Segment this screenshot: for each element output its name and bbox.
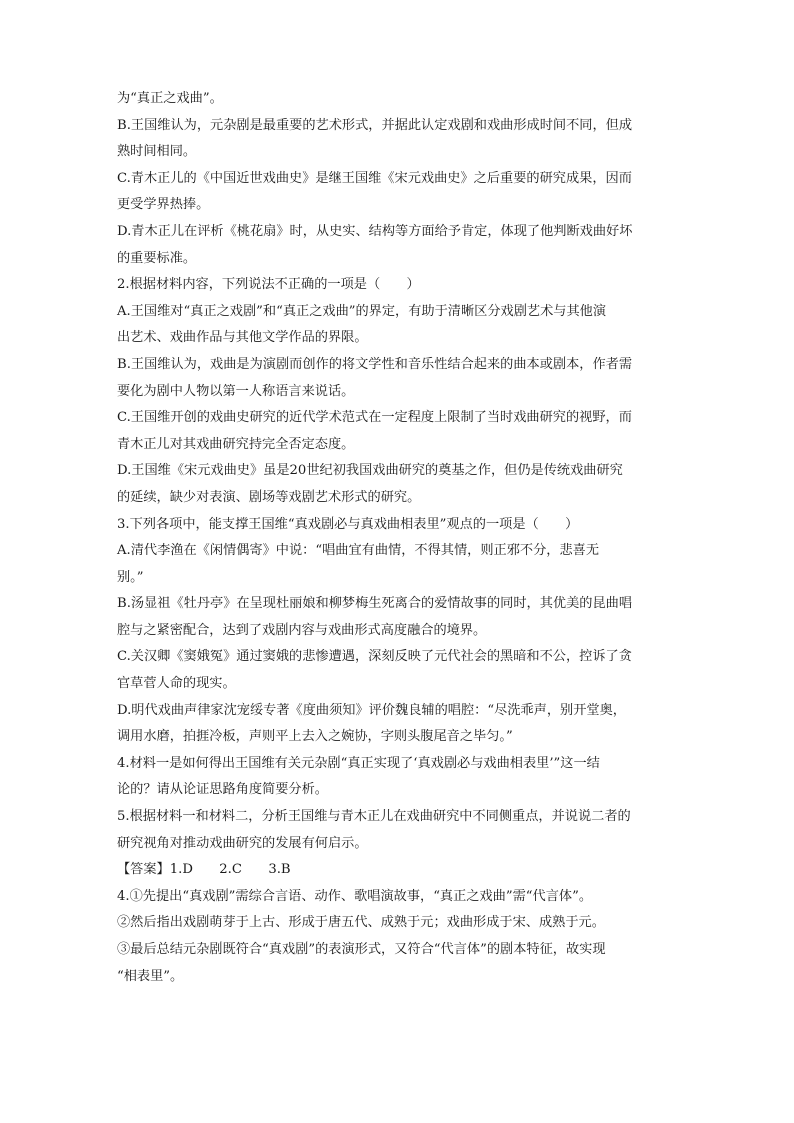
option-a-line: A.清代李渔在《闲情偶寄》中说：“唱曲宜有曲情，不得其情，则正邪不分，悲喜无	[117, 543, 600, 559]
text-line: 出艺术、戏曲作品与其他文学作品的界限。	[117, 330, 368, 346]
text-line: 为“真正之戏曲”。	[117, 91, 223, 106]
document-page	[117, 86, 682, 990]
answer-4-step-3: ③最后总结元杂剧既符合“真戏剧”的表演形式，又符合“代言体”的剧本特征，故实现	[117, 942, 606, 957]
text-line: 腔与之紧密配合，达到了戏剧内容与戏曲形式高度融合的境界。	[117, 622, 487, 638]
text-line: 的重要标准。	[117, 250, 197, 266]
option-c-line: C.王国维开创的戏曲史研究的近代学术范式在一定程度上限制了当时戏曲研究的视野，而	[117, 410, 632, 426]
text-line: 青木正儿对其戏曲研究持完全否定态度。	[117, 436, 355, 452]
option-b-line: B.王国维认为，元杂剧是最重要的艺术形式，并据此认定戏剧和戏曲形成时间不同，但成	[117, 117, 633, 133]
question-3-stem: 3.下列各项中，能支撑王国维“真戏剧必与真戏曲相表里”观点的一项是（ ）	[117, 516, 579, 532]
text-line: 熟时间相同。	[117, 144, 197, 160]
answer-4-step-2: ②然后指出戏剧萌芽于上古、形成于唐五代、成熟于元；戏曲形成于宋、成熟于元。	[117, 915, 605, 931]
text-line: 研究视角对推动戏曲研究的发展有何启示。	[117, 835, 368, 851]
text-line: 更受学界热捧。	[117, 197, 210, 213]
option-d-line: D.王国维《宋元戏曲史》虽是20世纪初我国戏曲研究的奠基之作，但仍是传统戏曲研究	[117, 463, 623, 479]
text-line: “相表里”。	[117, 968, 184, 984]
text-line: 官草菅人命的现实。	[117, 676, 236, 692]
text-line: 的延续，缺少对表演、剧场等戏剧艺术形式的研究。	[117, 489, 421, 505]
question-4-stem: 4.材料一是如何得出王国维有关元杂剧“真正实现了‘真戏剧必与戏曲相表里’”这一结	[117, 755, 600, 771]
text-line: 要化为剧中人物以第一人称语言来说话。	[117, 383, 355, 399]
option-d-line: D.青木正儿在评析《桃花扇》时，从史实、结构等方面给予肯定，体现了他判断戏曲好坏	[117, 223, 633, 239]
answer-4-step-1: 4.①先提出“真戏剧”需综合言语、动作、歌唱演故事，“真正之戏曲”需“代言体”。	[117, 888, 593, 904]
question-2-stem: 2.根据材料内容，下列说法不正确的一项是（ ）	[117, 277, 420, 293]
text-line: 别。”	[117, 569, 144, 585]
option-b-line: B.汤显祖《牡丹亭》在呈现杜丽娘和柳梦梅生死离合的爱情故事的同时，其优美的昆曲唱	[117, 596, 633, 612]
option-b-line: B.王国维认为，戏曲是为演剧而创作的将文学性和音乐性结合起来的曲本或剧本，作者需	[117, 356, 633, 372]
question-5-stem: 5.根据材料一和材料二，分析王国维与青木正儿在戏曲研究中不同侧重点，并说说二者的	[117, 809, 631, 825]
option-a-line: A.王国维对“真正之戏剧”和“真正之戏曲”的界定，有助于清晰区分戏剧艺术与其他演	[117, 303, 607, 319]
text-line: 调用水磨，拍捱冷板，声则平上去入之婉协，字则头腹尾音之毕匀。”	[117, 729, 513, 745]
option-c-line: C.关汉卿《窦娥冤》通过窦娥的悲惨遭遇，深刻反映了元代社会的黑暗和不公，控诉了贪	[117, 649, 632, 665]
option-c-line: C.青木正儿的《中国近世戏曲史》是继王国维《宋元戏曲史》之后重要的研究成果，因而	[117, 170, 632, 186]
option-d-line: D.明代戏曲声律家沈宠绥专著《度曲须知》评价魏良辅的唱腔：“尽洗乖声，别开堂奥，	[117, 702, 626, 718]
text-line: 论的？请从论证思路角度简要分析。	[117, 782, 328, 798]
answer-key: 【答案】1.D 2.C 3.B	[117, 862, 291, 878]
